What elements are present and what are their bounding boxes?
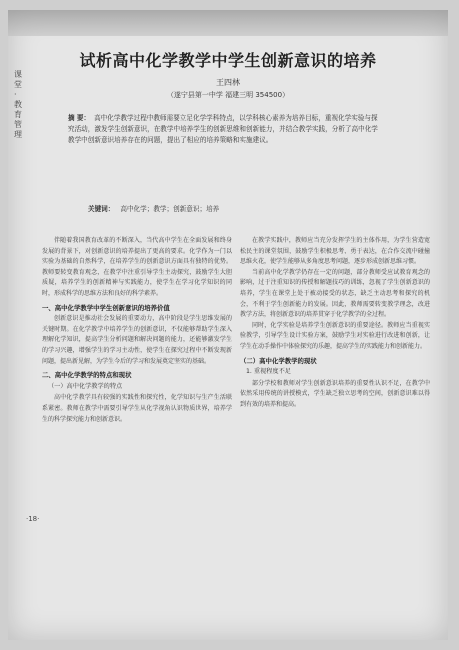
keywords bbox=[88, 203, 378, 213]
journal-page bbox=[8, 10, 448, 640]
page-number: ·18· bbox=[26, 515, 40, 523]
body-column-right bbox=[240, 236, 430, 411]
body-column-left bbox=[42, 236, 232, 425]
paragraph: 当前高中化学教学仍存在一定的问题，部分教师受应试教育观念的影响，过于注重知识的传授和解题技巧的训练，忽视了学生创新意识的培养，学生在课堂上处于被动接受的状态，缺乏主动思考和探究的机会，不利于学生创新能力的发展。因此，教师需要转变教学理念，改进教学方法，将创新意识的培养贯穿于化学教学的全过程。 bbox=[240, 268, 430, 319]
author-affiliation: （遂宁县第一中学 福建三明 354500） bbox=[166, 91, 290, 99]
keywords-text: 高中化学；教学；创新意识；培养 bbox=[120, 205, 220, 213]
subsection-heading: （一）高中化学教学的特点 bbox=[48, 382, 123, 390]
subsection-heading: 1. 重视程度不足 bbox=[246, 368, 291, 376]
abstract bbox=[68, 113, 378, 146]
margin-char: 课 bbox=[14, 70, 22, 79]
margin-char: 堂 bbox=[14, 80, 22, 89]
section-heading: 一、高中化学教学中学生创新意识的培养价值 bbox=[42, 303, 170, 312]
abstract-text: 高中化学教学过程中教师需要立足化学学科特点，以学科核心素养为培养目标，重视化学实验与探究活动，激发学生创新意识，在教学中培养学生的创新思维和创新能力，并结合教学实践，分析了高中化学教学中创新意识培养存在的问题，提出了相应的培养策略和实施建议。 bbox=[68, 114, 378, 144]
margin-char: 育 bbox=[14, 110, 22, 119]
section-heading: 二、高中化学教学的特点和现状 bbox=[42, 371, 132, 380]
keywords-label: 关键词： bbox=[88, 205, 115, 213]
paragraph: 同时，化学实验是培养学生创新意识的重要途径。教师应当重视实验教学，引导学生设计实验方案，鼓励学生对实验进行改进和创新，让学生在动手操作中体验探究的乐趣，提高学生的实践能力和创新能力。 bbox=[240, 321, 430, 350]
article-title: 试析高中化学教学中学生创新意识的培养 bbox=[79, 51, 377, 70]
margin-char: 教 bbox=[14, 100, 22, 109]
margin-char: · bbox=[14, 90, 17, 99]
section-heading: （二）高中化学教学的现状 bbox=[240, 356, 317, 365]
paragraph: 在教学实践中，教师应当充分发挥学生的主体作用，为学生营造宽松民主的课堂氛围，鼓励学生积极思考、勇于表达，在合作交流中碰撞思维火花，使学生能够从多角度思考问题，逐步形成创新思维习惯。 bbox=[240, 237, 430, 266]
scan-shadow-band bbox=[8, 10, 448, 36]
paragraph: 高中化学教学具有较强的实践性和探究性，化学知识与生产生活联系紧密。教师在教学中需要引导学生从化学视角认识物质世界，培养学生的科学探究能力和创新意识。 bbox=[42, 394, 232, 423]
margin-char: 理 bbox=[14, 130, 22, 139]
margin-char: 管 bbox=[14, 120, 22, 129]
paragraph: 部分学校和教师对学生创新意识培养的重要性认识不足，在教学中依然采用传统的讲授模式，学生缺乏独立思考的空间，创新意识难以得到有效的培养和提高。 bbox=[240, 379, 430, 408]
author-name: 王四林 bbox=[216, 78, 240, 87]
abstract-label: 摘 要： bbox=[68, 114, 91, 122]
paragraph: 伴随着我国教育改革的不断深入，当代高中学生在全面发展和终身发展的背景下，对创新意识的培养提出了更高的要求。化学作为一门以实验为基础的自然科学，在培养学生的创新意识方面具有独特的优势。教师要转变教育观念，在教学中注重引导学生主动探究，鼓励学生大胆质疑，培养学生的创新精神与实践能力，使学生在学习化学知识的同时，形成科学的思维方法和良好的科学素养。 bbox=[42, 237, 232, 297]
paragraph: 创新意识是推动社会发展的重要动力，高中阶段是学生思维发展的关键时期。在化学教学中培养学生的创新意识，不仅能够帮助学生深入理解化学知识，提高学生分析问题和解决问题的能力，还能够激发学生的学习兴趣，增强学生的学习主动性，使学生在探究过程中不断发现新问题，提出新见解，为学生今后的学习和发展奠定坚实的基础。 bbox=[42, 315, 232, 365]
